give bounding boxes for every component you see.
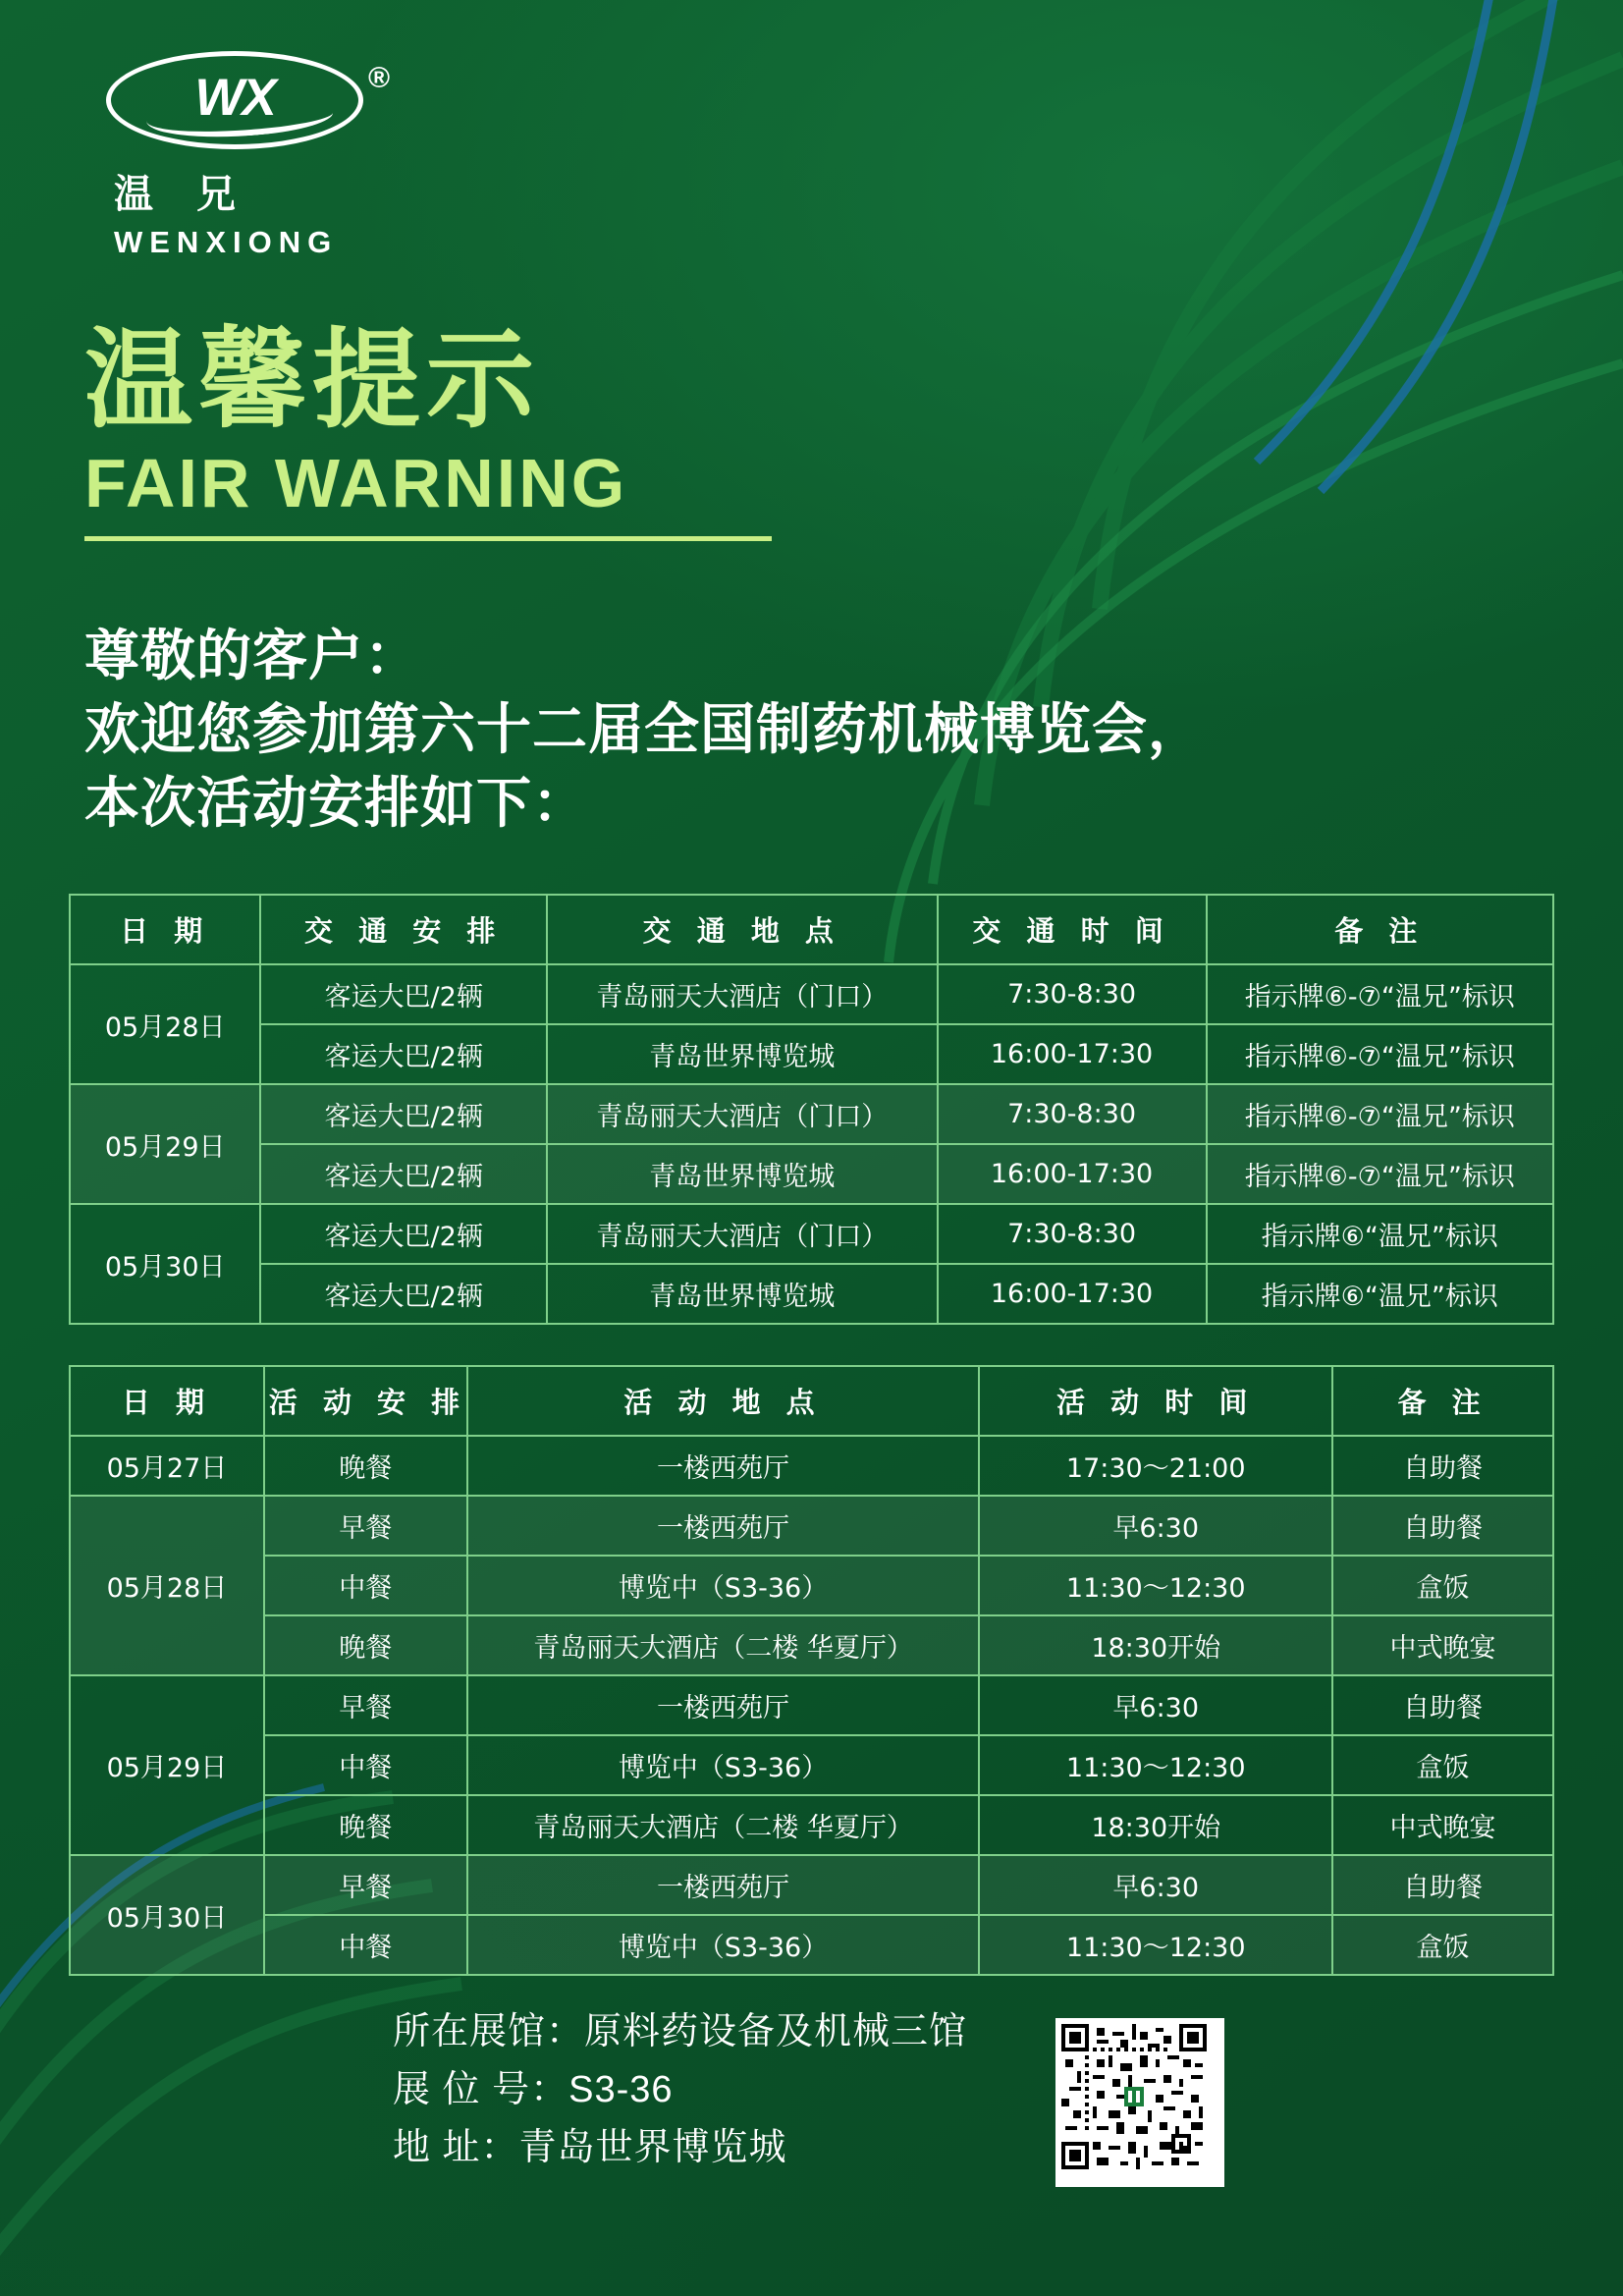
cell-place: 青岛世界博览城 xyxy=(547,1144,938,1204)
title-underline xyxy=(84,536,772,541)
column-header-place: 交 通 地 点 xyxy=(547,895,938,964)
table-row xyxy=(70,1795,1553,1855)
cell-time: 11:30～12:30 xyxy=(979,1735,1332,1795)
column-header-date: 日 期 xyxy=(70,1366,264,1436)
cell-note: 指示牌⑥“温兄”标识 xyxy=(1207,1204,1553,1264)
table-row xyxy=(70,1084,1553,1144)
brand-logo xyxy=(106,51,401,260)
cell-note: 中式晚宴 xyxy=(1332,1795,1553,1855)
table-row xyxy=(70,1615,1553,1675)
table-header-row xyxy=(70,1366,1553,1436)
cell-arrangement: 客运大巴/2辆 xyxy=(260,1024,547,1084)
cell-arrangement: 客运大巴/2辆 xyxy=(260,1204,547,1264)
cell-arrangement: 晚餐 xyxy=(264,1436,467,1496)
table-row xyxy=(70,1915,1553,1975)
cell-place: 一楼西苑厅 xyxy=(467,1675,980,1735)
cell-arrangement: 早餐 xyxy=(264,1675,467,1735)
logo-wx-text: WX xyxy=(194,69,275,128)
transport-schedule-table xyxy=(69,894,1554,1325)
table-row xyxy=(70,964,1553,1024)
brand-name-cn: 温兄 xyxy=(114,173,279,216)
cell-time: 16:00-17:30 xyxy=(938,1024,1207,1084)
logo-swoosh-icon xyxy=(145,89,335,144)
cell-place: 一楼西苑厅 xyxy=(467,1436,980,1496)
column-header-time: 活 动 时 间 xyxy=(979,1366,1332,1436)
cell-arrangement: 晚餐 xyxy=(264,1615,467,1675)
page-title xyxy=(84,320,1066,541)
cell-note: 自助餐 xyxy=(1332,1496,1553,1556)
cell-date: 05月30日 xyxy=(70,1204,260,1324)
table-row xyxy=(70,1496,1553,1556)
logo-oval-icon xyxy=(106,51,391,149)
cell-date: 05月30日 xyxy=(70,1855,264,1975)
greeting-block xyxy=(84,619,1538,840)
cell-place: 一楼西苑厅 xyxy=(467,1496,980,1556)
cell-place: 博览中（S3-36） xyxy=(467,1735,980,1795)
cell-time: 7:30-8:30 xyxy=(938,1204,1207,1264)
brand-name-en: WENXIONG xyxy=(114,225,339,259)
cell-arrangement: 客运大巴/2辆 xyxy=(260,1144,547,1204)
table-row xyxy=(70,1264,1553,1324)
column-header-date: 日 期 xyxy=(70,895,260,964)
cell-place: 青岛丽天大酒店（二楼 华夏厅） xyxy=(467,1795,980,1855)
booth-number-line: 展 位 号：S3-36 xyxy=(393,2068,674,2110)
cell-arrangement: 中餐 xyxy=(264,1915,467,1975)
cell-arrangement: 中餐 xyxy=(264,1556,467,1615)
cell-time: 16:00-17:30 xyxy=(938,1144,1207,1204)
cell-date: 05月27日 xyxy=(70,1436,264,1496)
cell-note: 指示牌⑥-⑦“温兄”标识 xyxy=(1207,1144,1553,1204)
cell-date: 05月29日 xyxy=(70,1084,260,1204)
cell-time: 早6:30 xyxy=(979,1496,1332,1556)
table-row xyxy=(70,1024,1553,1084)
cell-arrangement: 早餐 xyxy=(264,1496,467,1556)
cell-time: 早6:30 xyxy=(979,1855,1332,1915)
cell-note: 盒饭 xyxy=(1332,1915,1553,1975)
cell-place: 青岛丽天大酒店（门口） xyxy=(547,1084,938,1144)
title-cn: 温馨提示 xyxy=(84,320,540,441)
cell-date: 05月28日 xyxy=(70,1496,264,1675)
cell-time: 早6:30 xyxy=(979,1675,1332,1735)
cell-place: 青岛丽天大酒店（二楼 华夏厅） xyxy=(467,1615,980,1675)
cell-arrangement: 早餐 xyxy=(264,1855,467,1915)
cell-time: 18:30开始 xyxy=(979,1795,1332,1855)
cell-arrangement: 客运大巴/2辆 xyxy=(260,1084,547,1144)
column-header-place: 活 动 地 点 xyxy=(467,1366,980,1436)
cell-time: 7:30-8:30 xyxy=(938,1084,1207,1144)
cell-place: 青岛丽天大酒店（门口） xyxy=(547,1204,938,1264)
table-row xyxy=(70,1855,1553,1915)
cell-note: 中式晚宴 xyxy=(1332,1615,1553,1675)
table-row xyxy=(70,1735,1553,1795)
cell-time: 18:30开始 xyxy=(979,1615,1332,1675)
cell-note: 自助餐 xyxy=(1332,1436,1553,1496)
cell-note: 指示牌⑥-⑦“温兄”标识 xyxy=(1207,1084,1553,1144)
cell-place: 博览中（S3-36） xyxy=(467,1556,980,1615)
cell-note: 盒饭 xyxy=(1332,1556,1553,1615)
table-row xyxy=(70,1675,1553,1735)
cell-time: 11:30～12:30 xyxy=(979,1556,1332,1615)
venue-info xyxy=(393,2003,967,2177)
table-row xyxy=(70,1144,1553,1204)
address-line: 地 址：青岛世界博览城 xyxy=(393,2126,787,2168)
title-en: FAIR WARNING xyxy=(84,444,628,521)
table-row xyxy=(70,1204,1553,1264)
greeting-line-3: 本次活动安排如下： xyxy=(84,772,588,835)
exhibition-hall-line: 所在展馆：原料药设备及机械三馆 xyxy=(393,2011,968,2052)
transport-schedule-section xyxy=(69,894,1554,1325)
registered-trademark-icon: ® xyxy=(368,62,391,94)
greeting-line-2: 欢迎您参加第六十二届全国制药机械博览会， xyxy=(84,698,1204,761)
column-header-time: 交 通 时 间 xyxy=(938,895,1207,964)
table-header-row xyxy=(70,895,1553,964)
cell-note: 指示牌⑥-⑦“温兄”标识 xyxy=(1207,964,1553,1024)
cell-note: 盒饭 xyxy=(1332,1735,1553,1795)
cell-time: 16:00-17:30 xyxy=(938,1264,1207,1324)
cell-arrangement: 中餐 xyxy=(264,1735,467,1795)
cell-date: 05月28日 xyxy=(70,964,260,1084)
cell-place: 青岛世界博览城 xyxy=(547,1264,938,1324)
table-row xyxy=(70,1556,1553,1615)
cell-note: 指示牌⑥-⑦“温兄”标识 xyxy=(1207,1024,1553,1084)
column-header-note: 备 注 xyxy=(1207,895,1553,964)
column-header-arrangement: 交 通 安 排 xyxy=(260,895,547,964)
cell-note: 自助餐 xyxy=(1332,1675,1553,1735)
cell-note: 自助餐 xyxy=(1332,1855,1553,1915)
cell-place: 青岛丽天大酒店（门口） xyxy=(547,964,938,1024)
qr-code[interactable] xyxy=(1055,2018,1224,2187)
activity-schedule-table xyxy=(69,1365,1554,1976)
column-header-note: 备 注 xyxy=(1332,1366,1553,1436)
cell-arrangement: 客运大巴/2辆 xyxy=(260,964,547,1024)
greeting-line-1: 尊敬的客户： xyxy=(84,625,420,686)
cell-date: 05月29日 xyxy=(70,1675,264,1855)
cell-time: 17:30～21:00 xyxy=(979,1436,1332,1496)
cell-time: 7:30-8:30 xyxy=(938,964,1207,1024)
cell-time: 11:30～12:30 xyxy=(979,1915,1332,1975)
cell-place: 一楼西苑厅 xyxy=(467,1855,980,1915)
cell-note: 指示牌⑥“温兄”标识 xyxy=(1207,1264,1553,1324)
activity-schedule-section xyxy=(69,1365,1554,1976)
cell-arrangement: 晚餐 xyxy=(264,1795,467,1855)
cell-place: 博览中（S3-36） xyxy=(467,1915,980,1975)
table-row xyxy=(70,1436,1553,1496)
cell-arrangement: 客运大巴/2辆 xyxy=(260,1264,547,1324)
cell-place: 青岛世界博览城 xyxy=(547,1024,938,1084)
column-header-arrangement: 活 动 安 排 xyxy=(264,1366,467,1436)
